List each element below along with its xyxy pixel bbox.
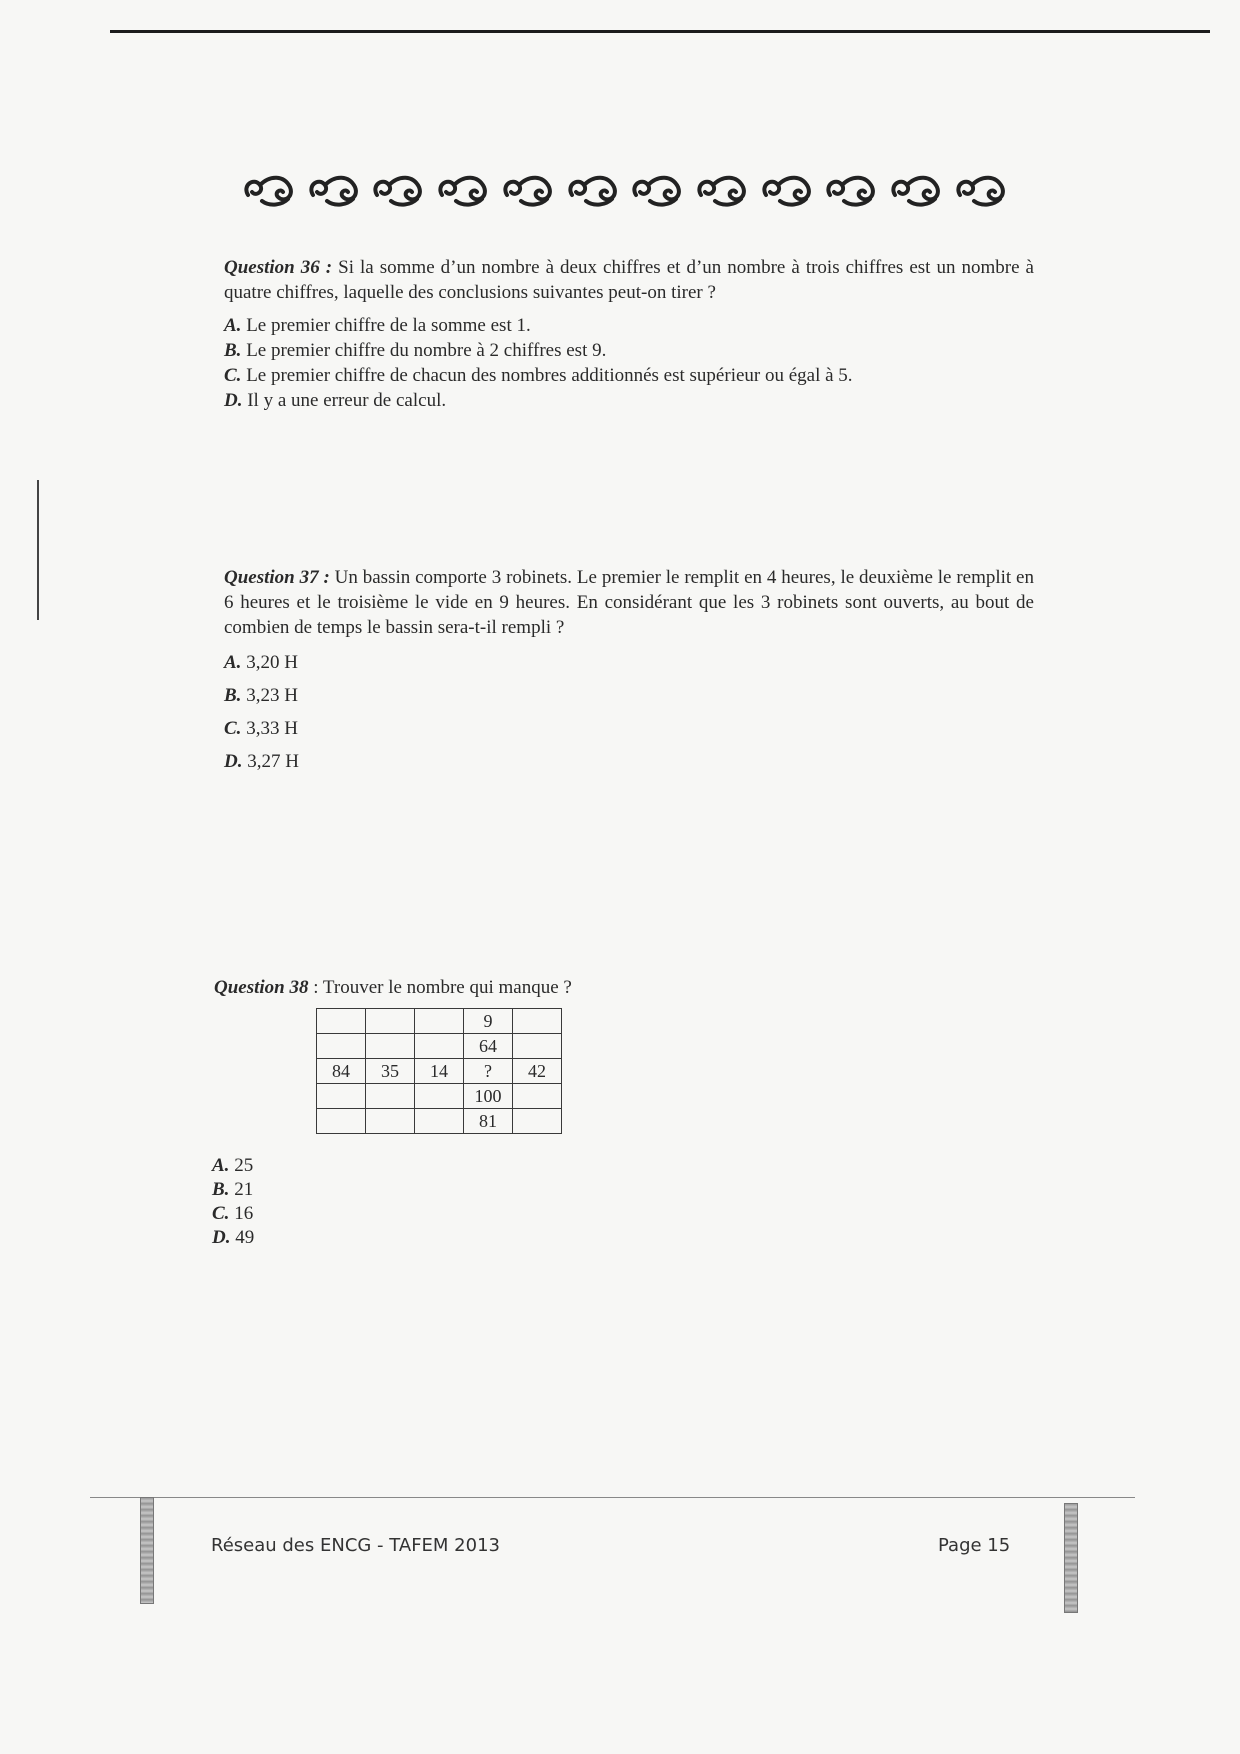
table-row <box>317 1009 562 1034</box>
option-letter: C. <box>224 718 242 739</box>
option-letter: B. <box>212 1179 230 1200</box>
option-d <box>224 388 1034 413</box>
scroll-ornament-icon <box>693 171 753 211</box>
table-cell: 14 <box>415 1059 464 1084</box>
scan-left-edge-mark <box>37 480 39 620</box>
option-letter: D. <box>224 390 243 411</box>
question-38-options <box>212 1154 254 1250</box>
table-cell: 9 <box>464 1009 513 1034</box>
scroll-ornament-icon <box>628 171 688 211</box>
table-cell <box>415 1034 464 1059</box>
option-letter: B. <box>224 685 242 706</box>
scroll-ornament-icon <box>887 171 947 211</box>
footer-network-title: Réseau des ENCG - TAFEM 2013 <box>211 1535 500 1556</box>
question-36-options <box>224 313 1034 413</box>
option-text: 49 <box>230 1227 255 1248</box>
option-text: 3,27 H <box>242 751 299 772</box>
question-37 <box>224 565 1034 778</box>
table-cell <box>415 1009 464 1034</box>
question-37-text: Un bassin comporte 3 robinets. Le premier le remplit en 4 heures, le deuxième le remplit en 6 heures et le troisième le vide en 9 heures. En considérant que les 3 robinets sont ouverts, au bout de combien de temps le bassin sera-t-il rempli ? <box>224 567 1034 638</box>
table-cell <box>415 1109 464 1134</box>
option-b <box>212 1178 254 1202</box>
table-row <box>317 1084 562 1109</box>
scroll-ornament-icon <box>240 171 300 211</box>
option-b <box>224 679 1034 712</box>
option-letter: D. <box>224 751 243 772</box>
option-text: Le premier chiffre de la somme est 1. <box>241 315 531 336</box>
table-cell <box>513 1109 562 1134</box>
option-text: 16 <box>229 1203 254 1224</box>
scroll-ornament-icon <box>952 171 1012 211</box>
table-cell: ? <box>464 1059 513 1084</box>
option-text: Il y a une erreur de calcul. <box>242 390 447 411</box>
table-cell: 81 <box>464 1109 513 1134</box>
question-38 <box>214 975 1024 1000</box>
table-cell <box>366 1034 415 1059</box>
question-36-text: Si la somme d’un nombre à deux chiffres et d’un nombre à trois chiffres est un nombre à quatre chiffres, laquelle des conclusions suivantes peut-on tirer ? <box>224 257 1034 303</box>
question-37-statement <box>224 565 1034 640</box>
option-letter: D. <box>212 1227 231 1248</box>
question-38-statement <box>214 975 1024 1000</box>
scroll-ornament-icon <box>305 171 365 211</box>
scroll-ornament-icon <box>564 171 624 211</box>
table-row <box>317 1034 562 1059</box>
table-cell <box>513 1009 562 1034</box>
option-text: 3,23 H <box>241 685 298 706</box>
option-d <box>212 1226 254 1250</box>
option-text: 3,33 H <box>241 718 298 739</box>
table-cell: 100 <box>464 1084 513 1109</box>
scroll-ornament-icon <box>499 171 559 211</box>
table-cell <box>317 1109 366 1134</box>
table-cell <box>317 1034 366 1059</box>
question-38-text: : Trouver le nombre qui manque ? <box>308 977 572 998</box>
table-cell <box>366 1109 415 1134</box>
question-38-label: Question 38 <box>214 977 309 998</box>
option-letter: A. <box>224 652 242 673</box>
option-b <box>224 338 1034 363</box>
option-d <box>224 745 1034 778</box>
table-cell: 84 <box>317 1059 366 1084</box>
option-text: 3,20 H <box>241 652 298 673</box>
question-37-options <box>224 646 1034 778</box>
option-text: 21 <box>229 1179 254 1200</box>
table-cell: 35 <box>366 1059 415 1084</box>
table-cell <box>513 1034 562 1059</box>
decorative-ornament-border <box>240 168 1012 214</box>
option-a <box>212 1154 254 1178</box>
option-letter: A. <box>212 1155 230 1176</box>
option-c <box>224 712 1034 745</box>
option-text: Le premier chiffre de chacun des nombres additionnés est supérieur ou égal à 5. <box>241 365 853 386</box>
table-cell <box>366 1009 415 1034</box>
question-37-label: Question 37 : <box>224 567 330 588</box>
option-a <box>224 313 1034 338</box>
scroll-ornament-icon <box>822 171 882 211</box>
question-36-label: Question 36 : <box>224 257 333 278</box>
table-cell <box>366 1084 415 1109</box>
option-letter: B. <box>224 340 242 361</box>
table-cell: 64 <box>464 1034 513 1059</box>
question-36-statement <box>224 255 1034 305</box>
option-letter: A. <box>224 315 242 336</box>
scroll-ornament-icon <box>434 171 494 211</box>
table-cell <box>415 1084 464 1109</box>
option-letter: C. <box>224 365 242 386</box>
option-c <box>212 1202 254 1226</box>
table-cell <box>317 1084 366 1109</box>
option-text: Le premier chiffre du nombre à 2 chiffres est 9. <box>241 340 607 361</box>
table-cell <box>513 1084 562 1109</box>
option-c <box>224 363 1034 388</box>
table-cell: 42 <box>513 1059 562 1084</box>
footer-divider <box>90 1497 1135 1498</box>
footer-page-number: Page 15 <box>938 1535 1011 1556</box>
table-cell <box>317 1009 366 1034</box>
option-letter: C. <box>212 1203 230 1224</box>
table-row <box>317 1059 562 1084</box>
footer-right-bar <box>1064 1503 1078 1613</box>
scan-top-edge-line <box>110 30 1210 33</box>
option-text: 25 <box>229 1155 254 1176</box>
question-36 <box>224 255 1034 413</box>
table-row <box>317 1109 562 1134</box>
number-grid-table <box>316 1008 562 1134</box>
option-a <box>224 646 1034 679</box>
footer-left-bar <box>140 1497 154 1604</box>
scroll-ornament-icon <box>758 171 818 211</box>
scroll-ornament-icon <box>369 171 429 211</box>
